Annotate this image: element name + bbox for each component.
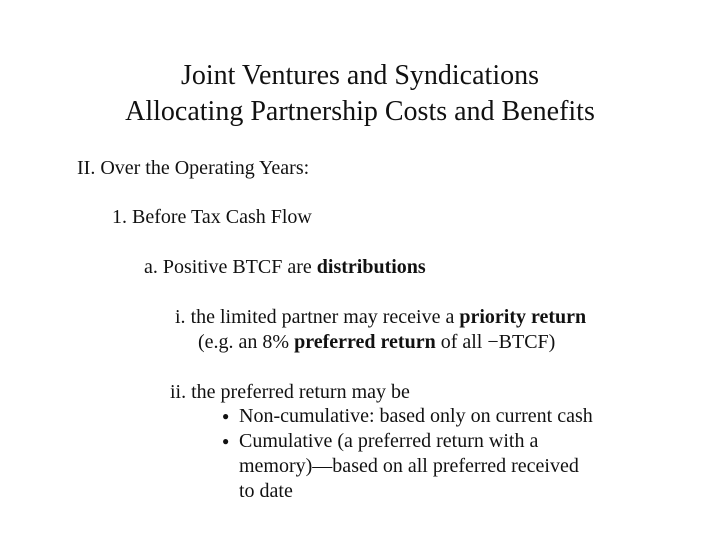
bullet-2-text-line-1: Cumulative (a preferred return with a	[239, 430, 539, 452]
item-1-marker: 1.	[112, 206, 127, 228]
item-i-line-2-bold-term: preferred return	[294, 331, 436, 353]
outline-item-i-line-2	[198, 330, 555, 354]
outline-item-i-line-1	[175, 305, 586, 329]
item-i-marker: i.	[175, 306, 186, 328]
item-i-text: the limited partner may receive a	[190, 306, 460, 328]
bullet-cumulative-continuation-2	[239, 479, 293, 503]
outline-item-a	[144, 255, 426, 279]
item-1-text: Before Tax Cash Flow	[132, 206, 312, 228]
section-text: Over the Operating Years:	[100, 157, 310, 179]
outline-item-ii	[170, 380, 410, 404]
item-ii-marker: ii.	[170, 381, 187, 403]
item-i-line-2-tail: of all −BTCF)	[435, 331, 556, 353]
bullet-cumulative	[222, 429, 538, 453]
item-ii-text: the preferred return may be	[191, 381, 410, 403]
item-a-bold-term: distributions	[316, 256, 426, 278]
outline-section-ii	[77, 156, 309, 180]
bullet-non-cumulative	[222, 404, 593, 428]
item-i-bold-term: priority return	[459, 306, 587, 328]
bullet-2-text-line-3: to date	[239, 480, 293, 502]
outline-item-1	[112, 205, 312, 229]
slide-subtitle: Allocating Partnership Costs and Benefits	[125, 96, 595, 127]
bullet-icon: ●	[222, 434, 230, 448]
slide-title: Joint Ventures and Syndications	[180, 60, 539, 91]
item-a-text: Positive BTCF are	[162, 256, 317, 278]
section-marker: II.	[77, 157, 96, 179]
bullet-2-text-line-2: memory)—based on all preferred received	[239, 455, 579, 477]
bullet-1-text: Non-cumulative: based only on current cash	[239, 405, 593, 427]
bullet-cumulative-continuation-1	[239, 454, 579, 478]
item-i-line-2-text: (e.g. an 8%	[198, 331, 295, 353]
item-a-marker: a.	[144, 256, 158, 278]
bullet-icon: ●	[222, 409, 230, 423]
